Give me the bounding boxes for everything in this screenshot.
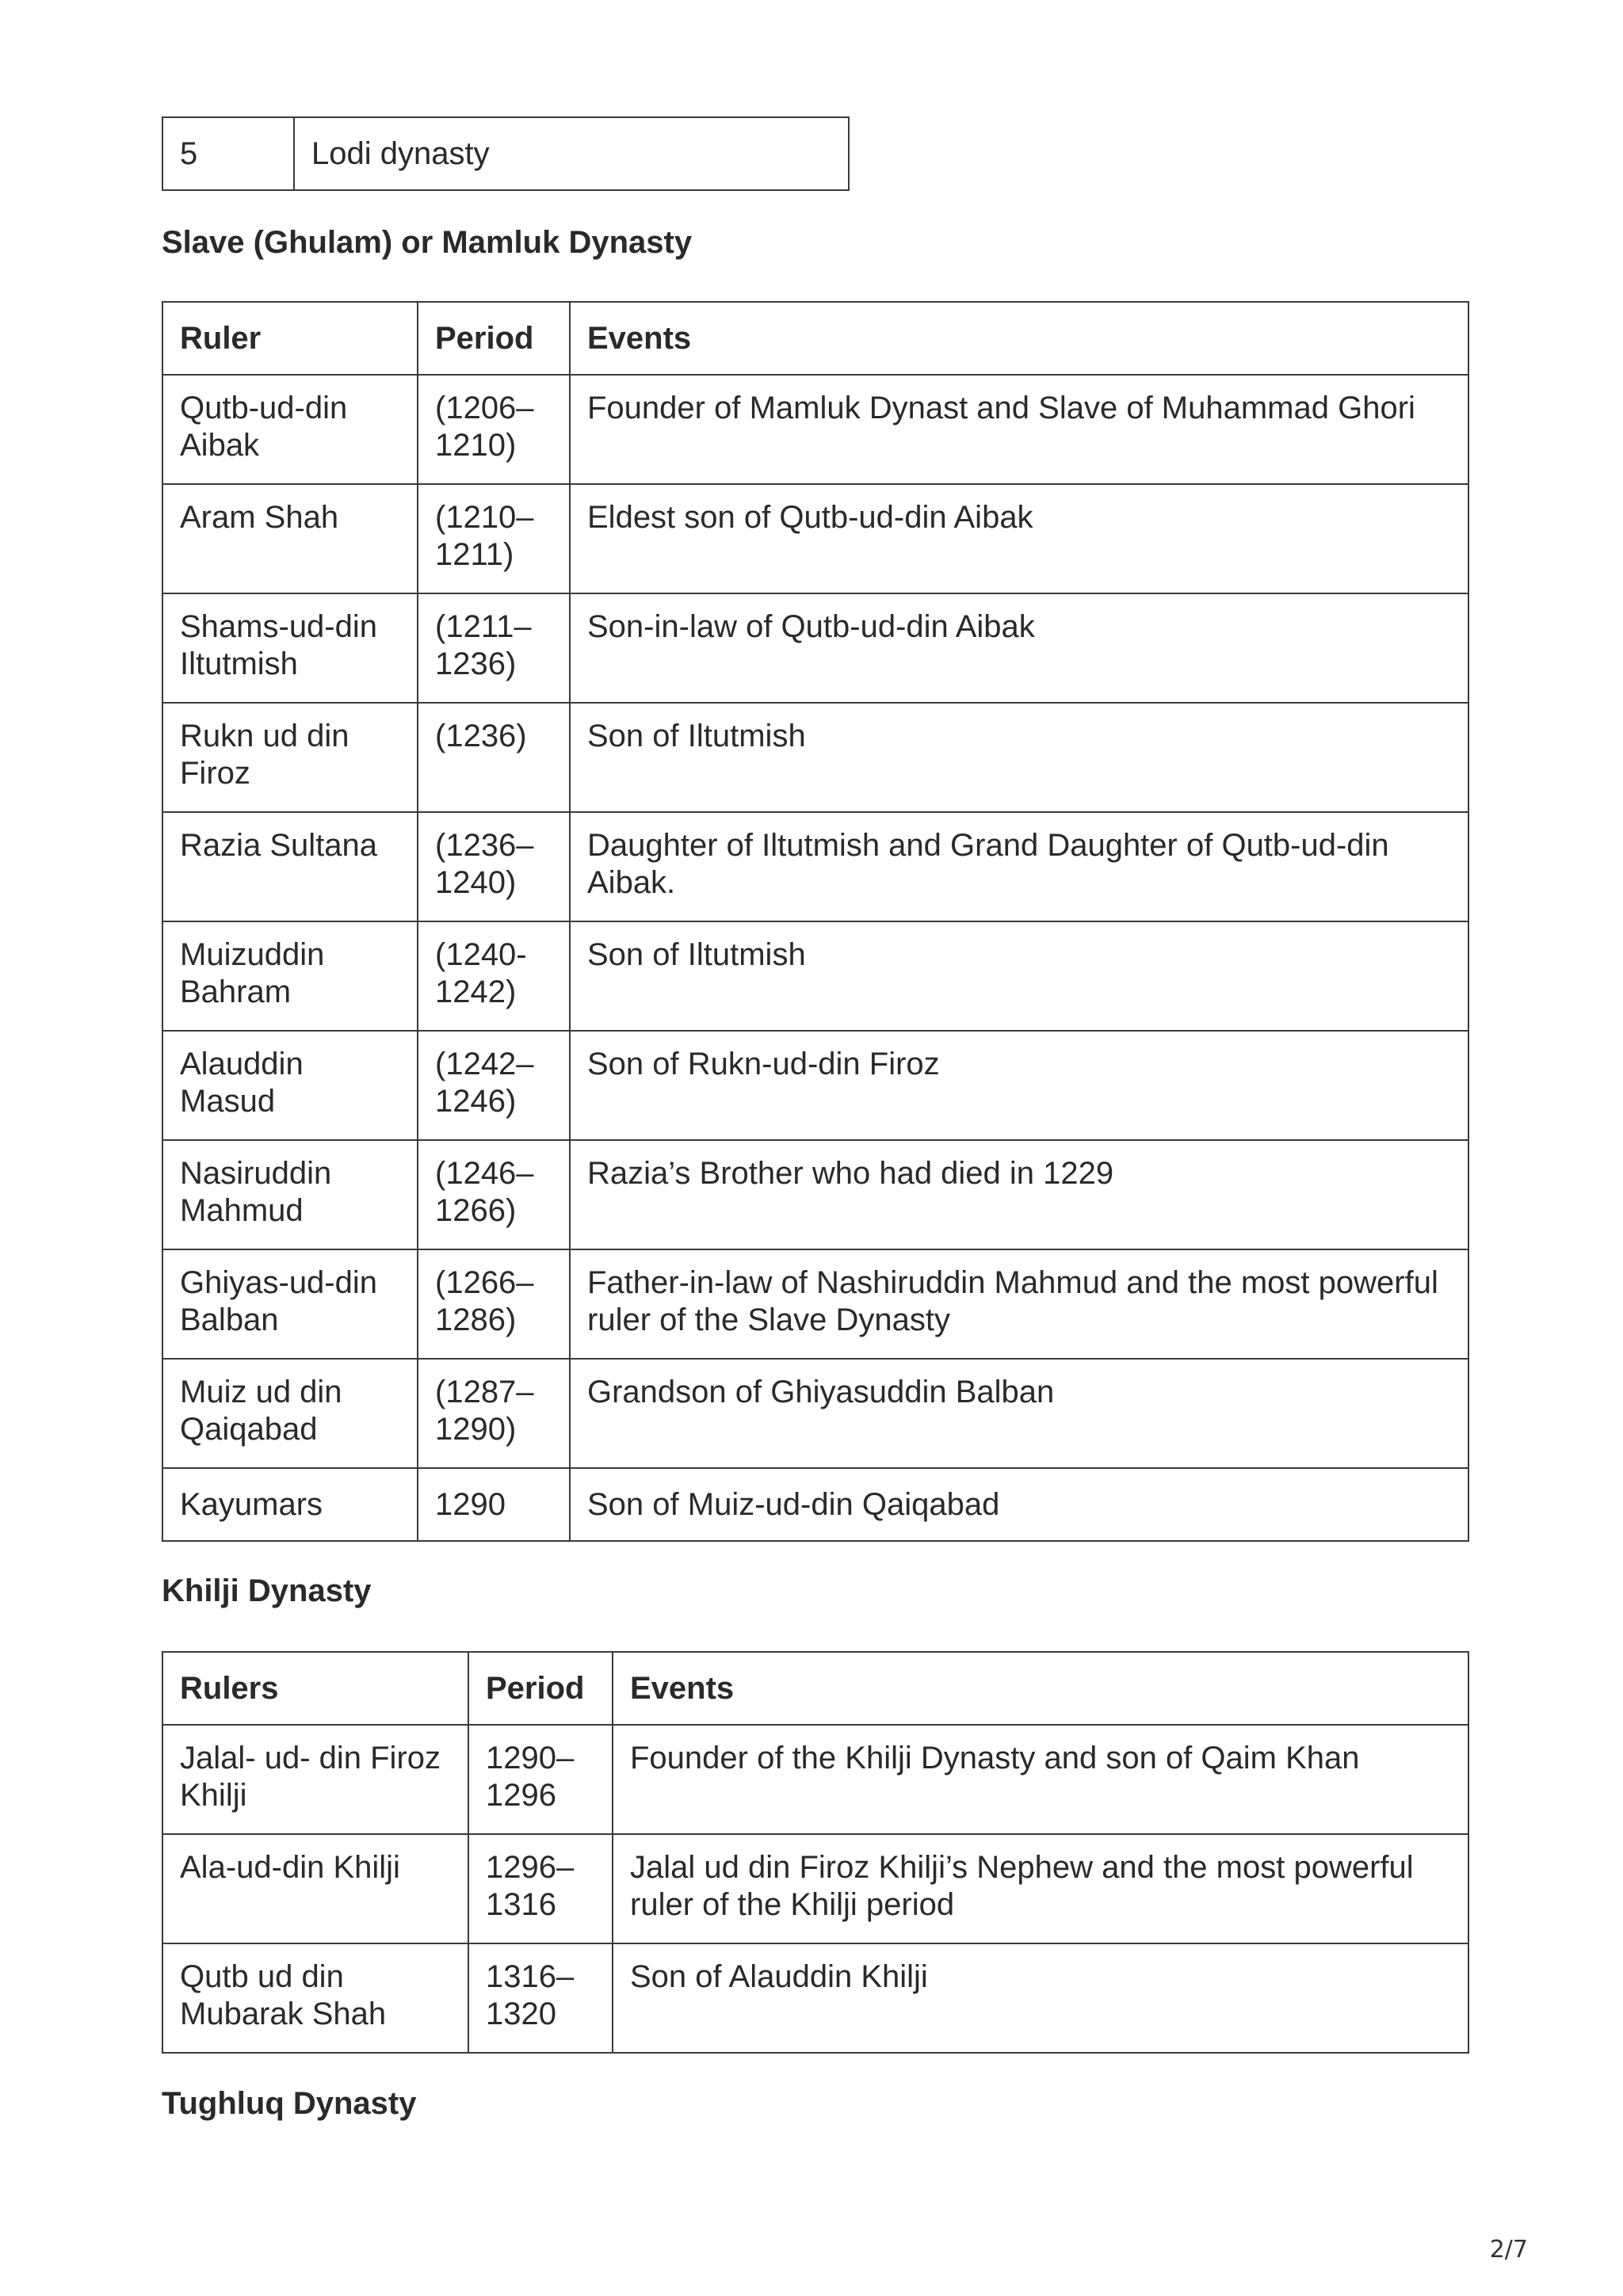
page-number: 2/7 bbox=[1489, 2236, 1528, 2264]
period-column-header: Period bbox=[468, 1652, 613, 1725]
events-cell: Razia’s Brother who had died in 1229 bbox=[570, 1140, 1468, 1249]
dynasty-name-cell: Lodi dynasty bbox=[294, 117, 849, 190]
ruler-cell: Muizuddin Bahram bbox=[162, 921, 418, 1031]
period-cell: (1240-1242) bbox=[418, 921, 570, 1031]
events-cell: Son of Iltutmish bbox=[570, 703, 1468, 812]
slave-dynasty-heading: Slave (Ghulam) or Mamluk Dynasty bbox=[162, 225, 693, 260]
events-cell: Founder of Mamluk Dynast and Slave of Muhammad Ghori bbox=[570, 375, 1468, 484]
ruler-cell: Aram Shah bbox=[162, 484, 418, 593]
dynasty-list-table bbox=[162, 116, 850, 191]
ruler-cell: Kayumars bbox=[162, 1468, 418, 1541]
events-cell: Son of Iltutmish bbox=[570, 921, 1468, 1031]
period-cell: 1290–1296 bbox=[468, 1725, 613, 1834]
table-row bbox=[162, 1031, 1468, 1140]
table-header-row bbox=[162, 1652, 1468, 1725]
ruler-cell: Muiz ud din Qaiqabad bbox=[162, 1359, 418, 1468]
table-row bbox=[162, 1834, 1468, 1943]
ruler-cell: Jalal- ud- din Firoz Khilji bbox=[162, 1725, 468, 1834]
table-row bbox=[162, 812, 1468, 921]
table-header-row bbox=[162, 302, 1468, 375]
table-row bbox=[162, 1359, 1468, 1468]
table-row bbox=[162, 1249, 1468, 1359]
dynasty-number-cell: 5 bbox=[162, 117, 294, 190]
period-cell: (1211–1236) bbox=[418, 593, 570, 703]
table-row bbox=[162, 1725, 1468, 1834]
ruler-cell: Ghiyas-ud-din Balban bbox=[162, 1249, 418, 1359]
events-cell: Son of Alauddin Khilji bbox=[613, 1943, 1468, 2053]
period-cell: (1236) bbox=[418, 703, 570, 812]
table-row bbox=[162, 593, 1468, 703]
ruler-cell: Qutb-ud-din Aibak bbox=[162, 375, 418, 484]
ruler-cell: Ala-ud-din Khilji bbox=[162, 1834, 468, 1943]
table-row bbox=[162, 1140, 1468, 1249]
ruler-cell: Alauddin Masud bbox=[162, 1031, 418, 1140]
ruler-cell: Rukn ud din Firoz bbox=[162, 703, 418, 812]
table-row bbox=[162, 375, 1468, 484]
ruler-column-header: Rulers bbox=[162, 1652, 468, 1725]
table-row bbox=[162, 484, 1468, 593]
khilji-dynasty-table bbox=[162, 1651, 1469, 2054]
events-cell: Founder of the Khilji Dynasty and son of Qaim Khan bbox=[613, 1725, 1468, 1834]
table-row bbox=[162, 117, 849, 190]
period-cell: (1287–1290) bbox=[418, 1359, 570, 1468]
events-cell: Son of Rukn-ud-din Firoz bbox=[570, 1031, 1468, 1140]
tughluq-dynasty-heading: Tughluq Dynasty bbox=[162, 2086, 417, 2121]
ruler-cell: Shams-ud-din Iltutmish bbox=[162, 593, 418, 703]
table-row bbox=[162, 1943, 1468, 2053]
period-cell: (1266–1286) bbox=[418, 1249, 570, 1359]
period-cell: 1290 bbox=[418, 1468, 570, 1541]
period-column-header: Period bbox=[418, 302, 570, 375]
table-row bbox=[162, 1468, 1468, 1541]
period-cell: (1210–1211) bbox=[418, 484, 570, 593]
events-cell: Jalal ud din Firoz Khilji’s Nephew and the most powerful ruler of the Khilji period bbox=[613, 1834, 1468, 1943]
ruler-cell: Razia Sultana bbox=[162, 812, 418, 921]
period-cell: 1316–1320 bbox=[468, 1943, 613, 2053]
table-row bbox=[162, 703, 1468, 812]
khilji-dynasty-heading: Khilji Dynasty bbox=[162, 1573, 372, 1608]
events-cell: Eldest son of Qutb-ud-din Aibak bbox=[570, 484, 1468, 593]
slave-dynasty-table bbox=[162, 301, 1469, 1542]
period-cell: (1246–1266) bbox=[418, 1140, 570, 1249]
period-cell: 1296–1316 bbox=[468, 1834, 613, 1943]
period-cell: (1206–1210) bbox=[418, 375, 570, 484]
events-cell: Son of Muiz-ud-din Qaiqabad bbox=[570, 1468, 1468, 1541]
ruler-cell: Nasiruddin Mahmud bbox=[162, 1140, 418, 1249]
ruler-cell: Qutb ud din Mubarak Shah bbox=[162, 1943, 468, 2053]
ruler-column-header: Ruler bbox=[162, 302, 418, 375]
events-cell: Grandson of Ghiyasuddin Balban bbox=[570, 1359, 1468, 1468]
events-column-header: Events bbox=[570, 302, 1468, 375]
events-cell: Son-in-law of Qutb-ud-din Aibak bbox=[570, 593, 1468, 703]
events-column-header: Events bbox=[613, 1652, 1468, 1725]
events-cell: Father-in-law of Nashiruddin Mahmud and the most powerful ruler of the Slave Dynasty bbox=[570, 1249, 1468, 1359]
period-cell: (1242–1246) bbox=[418, 1031, 570, 1140]
period-cell: (1236–1240) bbox=[418, 812, 570, 921]
events-cell: Daughter of Iltutmish and Grand Daughter of Qutb-ud-din Aibak. bbox=[570, 812, 1468, 921]
table-row bbox=[162, 921, 1468, 1031]
